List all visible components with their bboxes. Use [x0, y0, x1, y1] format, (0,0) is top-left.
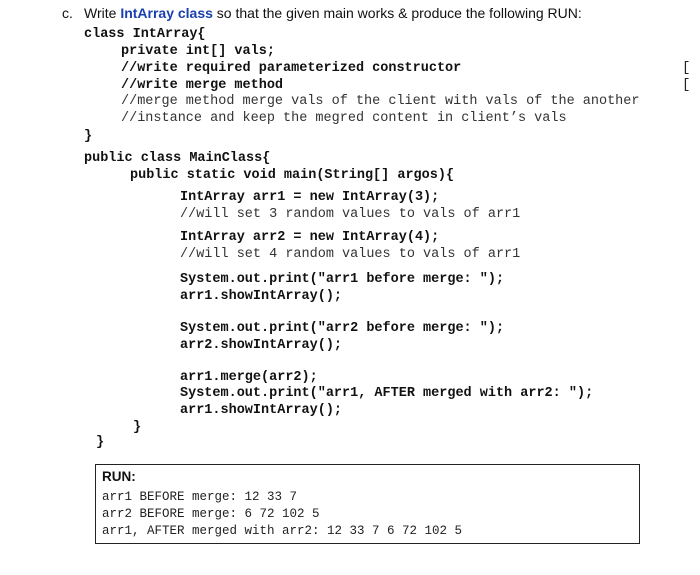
code-line-print-arr1: System.out.print("arr1 before merge: ");	[180, 272, 505, 287]
run-line-2: arr2 BEFORE merge: 6 72 102 5	[102, 507, 320, 521]
code-line-print-arr2: System.out.print("arr2 before merge: ");	[180, 321, 505, 336]
class-declaration: class IntArray{	[84, 27, 206, 42]
edge-bracket-1: [	[682, 60, 691, 76]
main-class-close-brace: }	[96, 435, 105, 450]
method-close-brace: }	[133, 420, 142, 435]
code-line-show-after: arr1.showIntArray();	[180, 403, 343, 418]
code-line-show-arr2: arr2.showIntArray();	[180, 338, 343, 353]
run-line-3: arr1, AFTER merged with arr2: 12 33 7 6 72 102 5	[102, 524, 463, 538]
code-line-arr1-new: IntArray arr1 = new IntArray(3);	[180, 190, 440, 205]
comment-merge-detail-1: //merge method merge vals of the client with vals of the another	[121, 94, 640, 109]
question-prefix: Write	[84, 5, 121, 21]
main-class-declaration: public class MainClass{	[84, 151, 271, 166]
question-label: c.	[62, 5, 73, 21]
comment-merge: //write merge method	[121, 78, 284, 93]
code-line-show-arr1: arr1.showIntArray();	[180, 289, 343, 304]
code-line-print-after: System.out.print("arr1, AFTER merged with arr2: ");	[180, 386, 594, 401]
code-line-merge: arr1.merge(arr2);	[180, 370, 318, 385]
edge-bracket-2: [	[682, 77, 691, 93]
question-suffix: so that the given main works & produce the following RUN:	[212, 5, 582, 21]
code-line-arr2-new: IntArray arr2 = new IntArray(4);	[180, 230, 440, 245]
run-line-1: arr1 BEFORE merge: 12 33 7	[102, 490, 298, 504]
class-name-highlight: IntArray class	[120, 5, 213, 21]
class-close-brace: }	[84, 129, 93, 144]
comment-arr1: //will set 3 random values to vals of arr1	[180, 207, 521, 222]
field-declaration: private int[] vals;	[121, 44, 275, 59]
comment-constructor: //write required parameterized constructor	[121, 61, 462, 76]
question-text	[62, 4, 582, 22]
run-title: RUN:	[102, 469, 136, 484]
main-method-declaration: public static void main(String[] argos){	[130, 168, 455, 183]
comment-merge-detail-2: //instance and keep the megred content in client’s vals	[121, 111, 567, 126]
run-output-box	[95, 464, 640, 544]
comment-arr2: //will set 4 random values to vals of arr1	[180, 247, 521, 262]
